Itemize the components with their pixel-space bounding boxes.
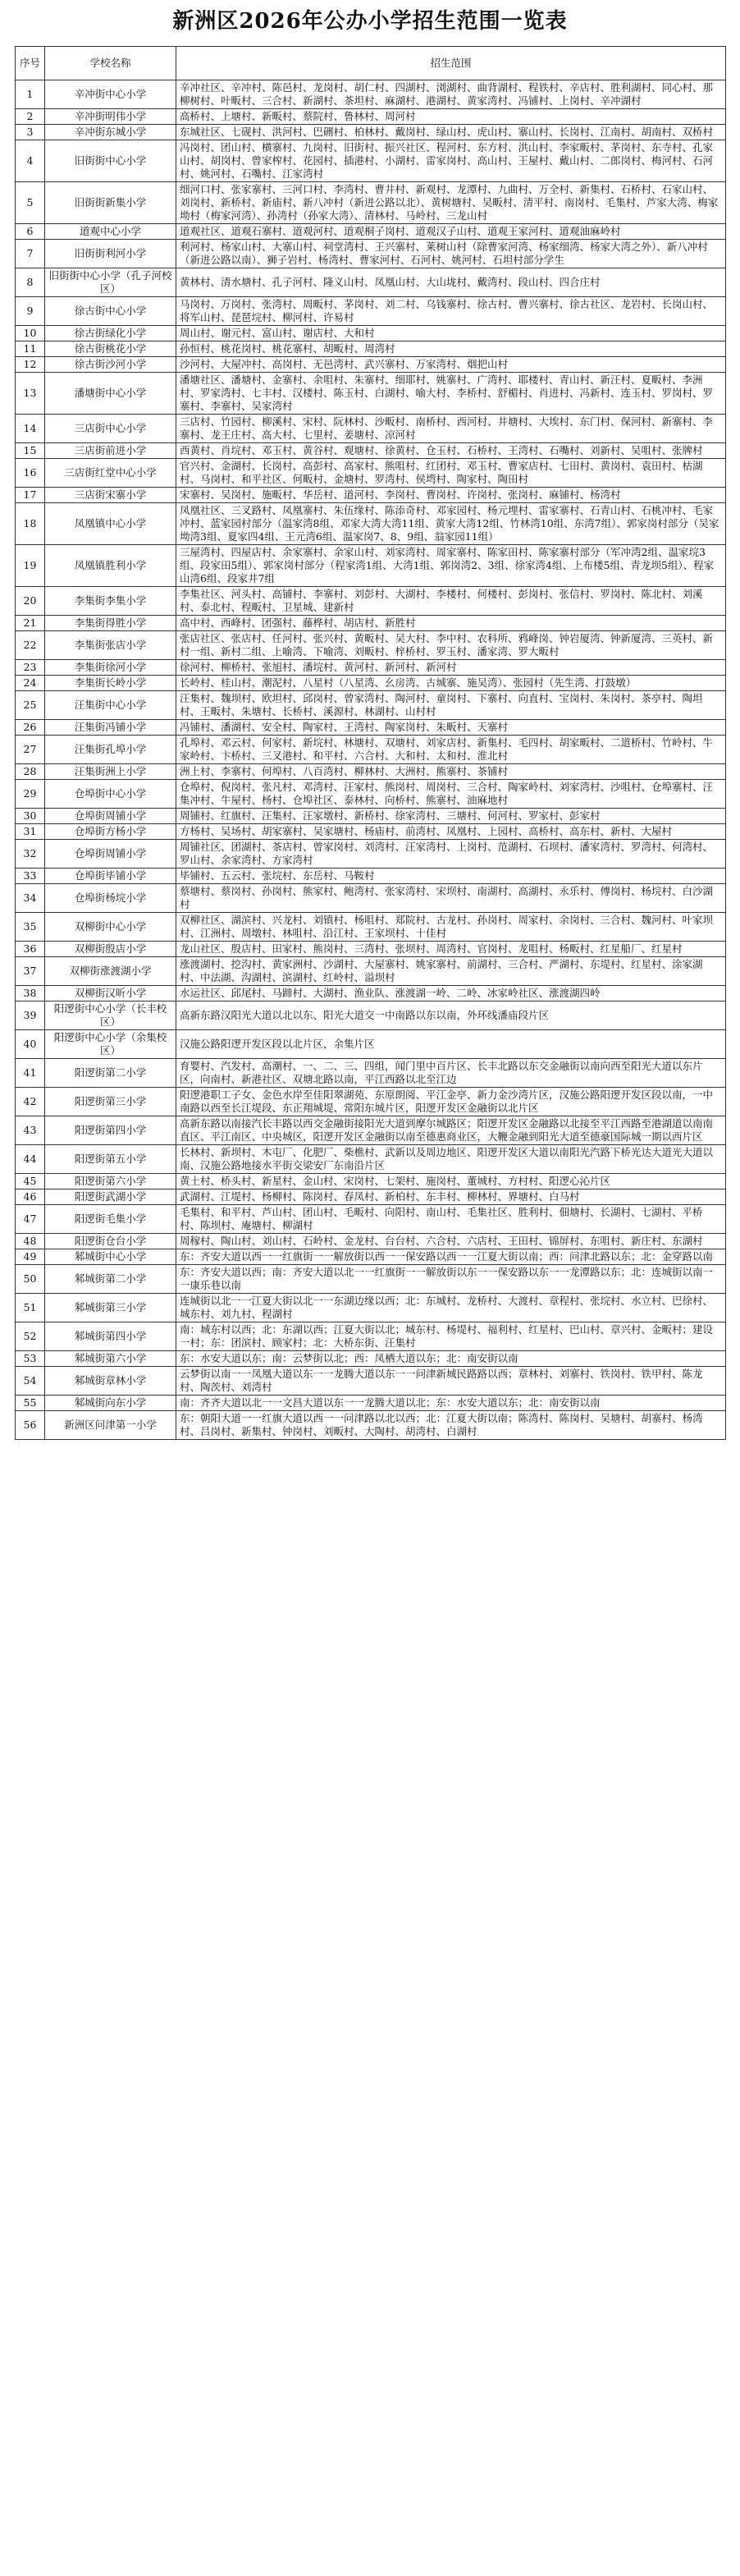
enrollment-range: 东：齐安大道以西一一红旗街一一解放街以西一一保安路以西一一江夏大街以南；西：问津北路以东；北：金穿路以南 [176, 1249, 726, 1265]
school-name: 邾城街第六小学 [45, 1351, 176, 1367]
row-number: 25 [16, 691, 45, 720]
enrollment-range: 育婴村、汽发村、高潮村、一、二、三、四组，闻门里中百片区、长丰北路以东交金融街以南向西至阳光大道以东片区，向南村、新港社区、双塘北路以南，平江西路以北至江边 [176, 1059, 726, 1088]
table-row [16, 884, 726, 913]
school-name: 徐古街中心小学 [45, 297, 176, 326]
table-row [16, 1234, 726, 1249]
school-name: 旧街街新集小学 [45, 182, 176, 224]
school-name: 双柳街中心小学 [45, 913, 176, 942]
school-name: 新洲区问津第一小学 [45, 1411, 176, 1440]
row-number: 51 [16, 1294, 45, 1322]
row-number: 3 [16, 125, 45, 140]
enrollment-range: 双柳社区、湖滨村、兴龙村、刘镇村、杨咀村、郑院村、古龙村、孙岗村、周家村、余岗村、三合村、魏河村、叶家坝村、江洲村、周墩村、林咀村、沿江村、王家坝村、十佳村 [176, 913, 726, 942]
school-name: 仓埠街方杨小学 [45, 824, 176, 840]
table-row [16, 240, 726, 268]
school-name: 汪集街冯铺小学 [45, 720, 176, 736]
header-school: 学校名称 [45, 47, 176, 80]
school-name: 旧街街利河小学 [45, 240, 176, 268]
table-row [16, 780, 726, 809]
row-number: 32 [16, 840, 45, 869]
school-name: 阳逻街第六小学 [45, 1174, 176, 1189]
row-number: 20 [16, 587, 45, 616]
table-header-row [16, 47, 726, 80]
enrollment-range: 细河口村、张家寨村、三河口村、李湾村、曹井村、新观村、龙潭村、九曲村、万全村、新集村、石桥村、石家山村、刘岗村、新桥村、新庙村、新八冲村（新进公路以北）、黄树塘村、吴畈村、清平村、南岗村、毛集村、芦家大湾、梅家坳村（梅家河湾）、孙湾村（孙家大湾）、清林村、马岭村、三龙山村 [176, 182, 726, 224]
table-row [16, 660, 726, 676]
enrollment-range: 徐河村、柳桥村、张旭村、潘垸村、黄河村、新河村、新河村 [176, 660, 726, 676]
row-number: 29 [16, 780, 45, 809]
table-row [16, 297, 726, 326]
row-number: 27 [16, 736, 45, 764]
table-row [16, 957, 726, 986]
school-name: 徐古街绿化小学 [45, 326, 176, 341]
school-name: 仓埠街毕铺小学 [45, 869, 176, 884]
enrollment-range: 连城街以北一一江夏大街以北一一东湖边缘以西；北：东城村、龙桥村、大渡村、章程村、张垸村、水立村、巴徐村、城东村、刘九村、程湖村 [176, 1294, 726, 1322]
school-name: 仓埠街杨垸小学 [45, 884, 176, 913]
table-row [16, 80, 726, 109]
school-name: 徐古街沙河小学 [45, 357, 176, 373]
row-number: 39 [16, 1002, 45, 1030]
row-number: 17 [16, 488, 45, 503]
school-name: 阳逻街毛集小学 [45, 1205, 176, 1234]
table-row [16, 415, 726, 443]
enrollment-range: 东：水安大道以东；南：云梦街以北；西：凤栖大道以东；北：南安街以南 [176, 1351, 726, 1367]
enrollment-range: 马岗村、万岗村、张湾村、周畈村、茅岗村、刘二村、乌钱寨村、徐古村、曹兴寨村、徐古社区、龙岩村、长岗山村、将军山村、琵琶垸村、柳河村、许易村 [176, 297, 726, 326]
school-name: 汪集街孔埠小学 [45, 736, 176, 764]
table-row [16, 840, 726, 869]
header-no: 序号 [16, 47, 45, 80]
table-row [16, 720, 726, 736]
table-row [16, 1002, 726, 1030]
row-number: 9 [16, 297, 45, 326]
enrollment-range: 南：齐齐大道以北一一文昌大道以东一一龙腾大道以北；东：水安大道以东；北：南安街以南 [176, 1396, 726, 1411]
enrollment-range: 汪集村、魏坝村、欧坦村、邱岗村、曾家湾村、陶河村、童岗村、下寨村、向直村、宝岗村、朱岗村、茶亭村、陶坦村、王畈村、朱塘村、长桥村、溪源村、林湖村、山村村 [176, 691, 726, 720]
table-row [16, 1030, 726, 1059]
school-name: 三店街红堂中心小学 [45, 459, 176, 488]
row-number: 4 [16, 140, 45, 182]
table-row [16, 1396, 726, 1411]
table-row [16, 1116, 726, 1145]
enrollment-range: 沙河村、大屋冲村、高岗村、无邑湾村、武兴寨村、万家湾村、烟把山村 [176, 357, 726, 373]
table-row [16, 1322, 726, 1351]
school-name: 凤凰镇胜利小学 [45, 545, 176, 587]
row-number: 21 [16, 616, 45, 631]
enrollment-range: 水运社区、邱尾村、马蹄村、大湖村、渔业队、涨渡湖一岭、二岭、冰家岭社区、涨渡湖四岭 [176, 986, 726, 1002]
school-name: 阳逻街中心小学（长丰校区） [45, 1002, 176, 1030]
enrollment-range: 李集社区、河头村、高铺村、李寨村、刘彭村、大湖村、李楼村、何楼村、彭岗村、张信村、罗岗村、陈北村、刘溪村、泰北村、程畈村、卫星城、建新村 [176, 587, 726, 616]
school-name: 阳逻街第三小学 [45, 1088, 176, 1116]
school-name: 邾城街第三小学 [45, 1294, 176, 1322]
table-row [16, 459, 726, 488]
table-row [16, 1411, 726, 1440]
row-number: 18 [16, 503, 45, 545]
row-number: 49 [16, 1249, 45, 1265]
enrollment-range: 毕铺村、五云村、张垸村、东岳村、马鞍村 [176, 869, 726, 884]
row-number: 2 [16, 109, 45, 125]
enrollment-range: 涨渡湖村、挖沟村、黄家洲村、沙湖村、大屋寨村、姚家寨村、前湖村、三合村、严湖村、东堤村、红星村、涂家湖村、中法湖、沟湖村、滨湖村、红岭村、溢坝村 [176, 957, 726, 986]
table-row [16, 942, 726, 957]
row-number: 14 [16, 415, 45, 443]
enrollment-range: 汉施公路阳逻开发区段以北片区，余集片区 [176, 1030, 726, 1059]
table-row [16, 736, 726, 764]
school-name: 双柳街殷店小学 [45, 942, 176, 957]
row-number: 42 [16, 1088, 45, 1116]
enrollment-range: 道观社区、道观石寨村、道观河村、道观桐子岗村、道观汉子山村、道观王家河村、道观油麻岭村 [176, 224, 726, 240]
school-name: 仓埠街周铺小学 [45, 840, 176, 869]
school-name: 李集街得胜小学 [45, 616, 176, 631]
row-number: 45 [16, 1174, 45, 1189]
table-row [16, 125, 726, 140]
enrollment-range: 仓埠村、倪岗村、张凡村、邓湾村、汪家村、熊岗村、周岗村、三合村、陶家岭村、刘家湾村、沙咀村、仓埠寨村、汪集冲村、牛屋村、杨村、仓埠社区、泰林村、向桥村、熊寨村、油麻地村 [176, 780, 726, 809]
table-row [16, 1265, 726, 1294]
row-number: 11 [16, 341, 45, 357]
table-row [16, 631, 726, 660]
row-number: 53 [16, 1351, 45, 1367]
enrollment-range: 官兴村、金湖村、长岗村、高彭村、高家村、熊咀村、红团村、邓玉村、曹家店村、七田村、黄岗村、袁田村、枯湖村、马岗村、和平社区、何畈村、金塘村、罗湾村、侯塆村、陶家村、陶田村 [176, 459, 726, 488]
school-name: 阳逻街武湖小学 [45, 1189, 176, 1205]
school-name: 双柳街汉昕小学 [45, 986, 176, 1002]
enrollment-range: 凤凰社区、三叉路村、凤凰寨村、朱伍缘村、陈添奇村、邓家园村、杨元埋村、雷家寨村、石青山村、石桃冲村、毛家冲村、蓝家园村部分（温家湾8组、邓家大湾大湾11组、黄家大湾12组、竹林湾10组、东湾7组）、郭家岗村部分（吴家坳湾3组、夏家四4组、王元湾6组、温家岗7、8、9组、翁家园11组） [176, 503, 726, 545]
school-name: 阳逻街中心小学（余集校区） [45, 1030, 176, 1059]
enrollment-range: 南：城东村以西；北：东湖以西；江夏大街以北；城东村、杨堤村、福利村、红星村、巴山村、章兴村、金畈村；建设一村；东：团滨村、顾家村；北：大桥东街、汪集村 [176, 1322, 726, 1351]
enrollment-range: 周铺村、红旗村、汪集村、汪家墩村、新桥村、徐家湾村、三塘村、何河村、罗家村、彭家村 [176, 809, 726, 824]
row-number: 38 [16, 986, 45, 1002]
row-number: 5 [16, 182, 45, 224]
table-row [16, 691, 726, 720]
school-name: 李集街徐河小学 [45, 660, 176, 676]
school-name: 徐古街桃花小学 [45, 341, 176, 357]
enrollment-range: 周山村、谢元村、富山村、谢店村、大和村 [176, 326, 726, 341]
school-name: 邾城街中心小学 [45, 1249, 176, 1265]
table-row [16, 140, 726, 182]
enrollment-range: 东城社区、七砚村、洪河村、巴硎村、柏林村、戴岗村、绿山村、虎山村、寨山村、长岗村、江南村、胡南村、双桥村 [176, 125, 726, 140]
enrollment-range: 东：齐安大道以西；南：齐安大道以北一一红旗街一一解放街以东一一保安路以东一一龙潭路以东；北：连城街以南一一康乐巷以南 [176, 1265, 726, 1294]
school-name: 辛冲街中心小学 [45, 80, 176, 109]
table-row [16, 545, 726, 587]
enrollment-range: 周铺社区、团湖村、茶店村、曾家岗村、刘湾村、汪家湾村、上岗村、范湖村、石坝村、潘家湾村、罗湾村、何湾村、罗山村、余家湾村、方家湾村 [176, 840, 726, 869]
table-row [16, 443, 726, 459]
row-number: 52 [16, 1322, 45, 1351]
school-name: 双柳街涨渡湖小学 [45, 957, 176, 986]
school-name: 三店街宋寨小学 [45, 488, 176, 503]
table-row [16, 1205, 726, 1234]
enrollment-range: 洲上村、李寨村、何埠村、八百湾村、柳林村、大洲村、熊寨村、茶铺村 [176, 764, 726, 780]
enrollment-range: 宋寨村、吴岗村、施畈村、华岳村、道河村、李岗村、曹岗村、许岗村、张岗村、麻铺村、杨湾村 [176, 488, 726, 503]
school-name: 三店街中心小学 [45, 415, 176, 443]
row-number: 56 [16, 1411, 45, 1440]
row-number: 22 [16, 631, 45, 660]
table-row [16, 824, 726, 840]
enrollment-range: 方杨村、吴场村、胡家寨村、吴家塘村、杨庙村、前湾村、凤凰村、上园村、高桥村、高东村、新村、大屋村 [176, 824, 726, 840]
row-number: 12 [16, 357, 45, 373]
school-name: 李集街李集小学 [45, 587, 176, 616]
row-number: 19 [16, 545, 45, 587]
school-name: 辛冲街东城小学 [45, 125, 176, 140]
row-number: 31 [16, 824, 45, 840]
row-number: 30 [16, 809, 45, 824]
enrollment-range: 武湖村、江堤村、杨柳村、陈岗村、春凤村、新柏村、东丰村、柳林村、界塘村、白马村 [176, 1189, 726, 1205]
table-row [16, 341, 726, 357]
table-row [16, 488, 726, 503]
enrollment-range: 高新东路汉阳光大道以北以东、阳光大道交一中南路以东以南，外环线潘庙段片区 [176, 1002, 726, 1030]
school-name: 邾城街章林小学 [45, 1367, 176, 1396]
row-number: 37 [16, 957, 45, 986]
row-number: 13 [16, 373, 45, 415]
school-name: 凤凰镇中心小学 [45, 503, 176, 545]
header-range: 招生范围 [176, 47, 726, 80]
school-name: 李集街张店小学 [45, 631, 176, 660]
table-row [16, 182, 726, 224]
row-number: 1 [16, 80, 45, 109]
enrollment-range: 黄土村、桥头村、新星村、金山村、宋岗村、七架村、施岗村、董城村、方村村、阳逻心沁片区 [176, 1174, 726, 1189]
enrollment-range: 冯岗村、团山村、横寨村、九岗村、旧街村、振兴社区、程河村、东方村、洪山村、李家畈村、茅岗村、东寺村、孔家山村、胡岗村、曾家榨村、花园村、插港村、小湖村、雷家岗村、高山村、王屋村、戴山村、二郎岗村、梅河村、石河村、姚河村、石嘴村、江家湾村 [176, 140, 726, 182]
school-name: 邾城街向东小学 [45, 1396, 176, 1411]
enrollment-range: 利河村、杨家山村、大寨山村、祠堂湾村、王兴寨村、莱树山村（除曹家河湾、杨家细湾、杨家大湾之外）、新八冲村（新进公路以南）、狮子岩村、杨湾村、曹家河村、石河村、姚河村、石坦村部分学生 [176, 240, 726, 268]
school-name: 李集街长岭小学 [45, 676, 176, 691]
school-name: 旧街街中心小学 [45, 140, 176, 182]
row-number: 26 [16, 720, 45, 736]
table-body [16, 80, 726, 1440]
table-row [16, 1174, 726, 1189]
table-row [16, 986, 726, 1002]
row-number: 16 [16, 459, 45, 488]
table-row [16, 1249, 726, 1265]
school-name: 三店街前进小学 [45, 443, 176, 459]
enrollment-range: 长岭村、桂山村、潮泥村、八星村（八星湾、幺房湾、古城寨、施吴湾）、张园村（先生湾、打鼓墩） [176, 676, 726, 691]
school-name: 旧街街中心小学（孔子河校区） [45, 268, 176, 297]
enrollment-range: 孙恒村、桃花岗村、桃花寨村、胡畈村、周湾村 [176, 341, 726, 357]
table-row [16, 587, 726, 616]
school-name: 仓埠街周铺小学 [45, 809, 176, 824]
enrollment-range: 高中村、西峰村、团强村、藤桦村、胡店村、新胜村 [176, 616, 726, 631]
table-row [16, 1367, 726, 1396]
enrollment-range: 长林村、新坝村、木屯厂、化肥厂、柴樵村、武新以及周边地区、阳逻开发区大道以南阳光汽路下桥光达大道光大道以南、汉施公路地接水平街交梁安厂东南沿片区 [176, 1145, 726, 1174]
table-row [16, 1351, 726, 1367]
row-number: 6 [16, 224, 45, 240]
row-number: 48 [16, 1234, 45, 1249]
school-name: 潘塘街中心小学 [45, 373, 176, 415]
enrollment-range: 冯铺村、潘湖村、安全村、陶家村、王湾村、陶家岗村、朱畈村、天寨村 [176, 720, 726, 736]
enrollment-range: 毛集村、和平村、芦山村、团山村、毛畈村、向阳村、南山村、毛集社区、胜利村、佃塘村、长湖村、七湖村、平桥村、陈坝村、庵塘村、柳湖村 [176, 1205, 726, 1234]
school-name: 辛冲街明伟小学 [45, 109, 176, 125]
table-row [16, 1189, 726, 1205]
table-row [16, 373, 726, 415]
enrollment-range: 高桥村、上塘村、新畈村、蔡院村、鲁林村、周河村 [176, 109, 726, 125]
enrollment-range: 西黄村、肖垸村、邓玉村、黄谷村、观塘村、徐黄村、仓玉村、石桥村、王湾村、石嘴村、刘新村、吴咀村、张牌村 [176, 443, 726, 459]
enrollment-range: 龙山社区、殷店村、田家村、熊岗村、三湾村、张坝村、周湾村、官岗村、龙咀村、杨畈村、红星船厂、红星村 [176, 942, 726, 957]
row-number: 24 [16, 676, 45, 691]
school-name: 邾城街第四小学 [45, 1322, 176, 1351]
table-row [16, 1088, 726, 1116]
row-number: 46 [16, 1189, 45, 1205]
school-name: 阳逻街第五小学 [45, 1145, 176, 1174]
row-number: 41 [16, 1059, 45, 1088]
enrollment-range: 黄林村、清水塘村、孔子河村、隆义山村、凤凰山村、大山垅村、戴湾村、段山村、四合庄村 [176, 268, 726, 297]
enrollment-range: 蔡塘村、蔡岗村、孙岗村、熊家村、鲍湾村、张家湾村、宋坝村、南湖村、高湖村、永乐村、傅岗村、杨垸村、白沙湖村 [176, 884, 726, 913]
enrollment-range: 云梦街以南一一凤凰大道以东一一龙腾大道以东一一问津新城民路路以西；章林村、刘寨村、铁岗村、铁甲村、陈龙村、陶茨村、刘湾村 [176, 1367, 726, 1396]
table-row [16, 268, 726, 297]
school-name: 汪集街洲上小学 [45, 764, 176, 780]
row-number: 23 [16, 660, 45, 676]
school-name: 汪集街中心小学 [45, 691, 176, 720]
enrollment-table [15, 46, 726, 1440]
school-name: 阳逻街仓台小学 [45, 1234, 176, 1249]
table-row [16, 764, 726, 780]
row-number: 15 [16, 443, 45, 459]
enrollment-range: 三店村、竹园村、柳溪村、宋村、阮林村、沙畈村、南桥村、西河村、井塘村、大埃村、东门村、保河村、新寨村、李寨村、龙王庄村、高大村、七里村、姜塘村、凉河村 [176, 415, 726, 443]
table-row [16, 1145, 726, 1174]
row-number: 55 [16, 1396, 45, 1411]
table-row [16, 109, 726, 125]
row-number: 28 [16, 764, 45, 780]
table-row [16, 809, 726, 824]
school-name: 道观中心小学 [45, 224, 176, 240]
enrollment-range: 孔埠村、邓云村、何家村、新垸村、林塘村、双塘村、刘家店村、新集村、毛四村、胡家畈村、二道桥村、竹岭村、牛家岭村、卞桥村、三叉港村、和平村、六合村、大和村、太和村、淮北村 [176, 736, 726, 764]
row-number: 10 [16, 326, 45, 341]
table-row [16, 326, 726, 341]
table-row [16, 1059, 726, 1088]
enrollment-range: 东：朝阳大道一一红旗大道以西一一问津路以北以西；北：江夏大街以南；陈湾村、陈岗村、吴塘村、胡寨村、杨湾村、吕岗村、新集村、钟岗村、刘畈村、大陶村、胡湾村、白湖村 [176, 1411, 726, 1440]
table-row [16, 1294, 726, 1322]
row-number: 40 [16, 1030, 45, 1059]
enrollment-range: 高新东路以南接汽长丰路以西交金融街接阳光大道到摩尔城路区；阳逻开发区金融路以北接至平江西路至港湖道以南南直区、平江南区、中央城区，阳逻开发区金融街以南至德惠商业区，大鞭金融到阳光大道至德豪国际城一期以西片区 [176, 1116, 726, 1145]
page-title: 新洲区2026年公办小学招生范围一览表 [172, 9, 568, 34]
table-row [16, 869, 726, 884]
row-number: 35 [16, 913, 45, 942]
row-number: 54 [16, 1367, 45, 1396]
enrollment-range: 阳逻港职工子女、金色水岸至佳阳翠湖苑、东原朗阅、平江金亭、新力金沙湾片区，汉施公路阳逻开发区段以南，一中南路以西至长江堤段、东正翔城堤、常阳东城片区，阳逻开发区金融街以北片区 [176, 1088, 726, 1116]
row-number: 44 [16, 1145, 45, 1174]
school-name: 阳逻街第四小学 [45, 1116, 176, 1145]
row-number: 7 [16, 240, 45, 268]
row-number: 50 [16, 1265, 45, 1294]
row-number: 34 [16, 884, 45, 913]
row-number: 36 [16, 942, 45, 957]
table-row [16, 224, 726, 240]
school-name: 仓埠街中心小学 [45, 780, 176, 809]
table-row [16, 676, 726, 691]
enrollment-range: 张店社区、张店村、任河村、张兴村、黄畈村、吴大村、李中村、农科所、鸦峰岗、钟岩厦湾、钟新厦湾、三英村、新村一组、新村二组、上喻湾、下喻湾、刘畈村、梓桥村、罗玉村、潘家湾、罗大畈村 [176, 631, 726, 660]
row-number: 47 [16, 1205, 45, 1234]
school-name: 阳逻街第二小学 [45, 1059, 176, 1088]
row-number: 33 [16, 869, 45, 884]
enrollment-range: 潘塘社区、潘塘村、金寨村、余咀村、朱寨村、细耶村、姚寨村、广湾村、耶楼村、青山村、新汪村、夏畈村、李洲村、罗家湾村、七丰村、汉楼村、陈玉村、白湖村、喻大村、李桥村、舒楣村、肖进村、冯新村、连玉村、罗岗村、罗寨村、李寨村、吴家湾村 [176, 373, 726, 415]
table-row [16, 616, 726, 631]
enrollment-range: 周稼村、陶山村、刘山村、石岭村、金龙村、台台村、六合村、六店村、王田村、锦屏村、东咀村、新庄村、东湖村 [176, 1234, 726, 1249]
row-number: 8 [16, 268, 45, 297]
enrollment-range: 辛冲社区、辛冲村、陈邑村、龙岗村、胡仁村、四湖村、浏湖村、曲背湖村、程铁村、辛店村、胜利湖村、同心村、那柳树村、叶畈村、三合村、新湖村、茶坦村、麻湖村、港湖村、黄家湾村、冯铺村、上岗村、辛冲湖村 [176, 80, 726, 109]
school-name: 邾城街第二小学 [45, 1265, 176, 1294]
table-row [16, 913, 726, 942]
enrollment-range: 三屋湾村、四屋店村、余家寨村、余家山村、刘家湾村、周家寨村、陈家田村、陈家寨村部分（军冲湾2组、温家垸3组、段家田5组）、郭家岗村部分（程家湾1组、大湾1组、郭岗湾2、3组、徐家湾4组、上布楼5组、青龙坝5组）、程家山湾6组、段家井7组 [176, 545, 726, 587]
table-row [16, 357, 726, 373]
row-number: 43 [16, 1116, 45, 1145]
table-row [16, 503, 726, 545]
